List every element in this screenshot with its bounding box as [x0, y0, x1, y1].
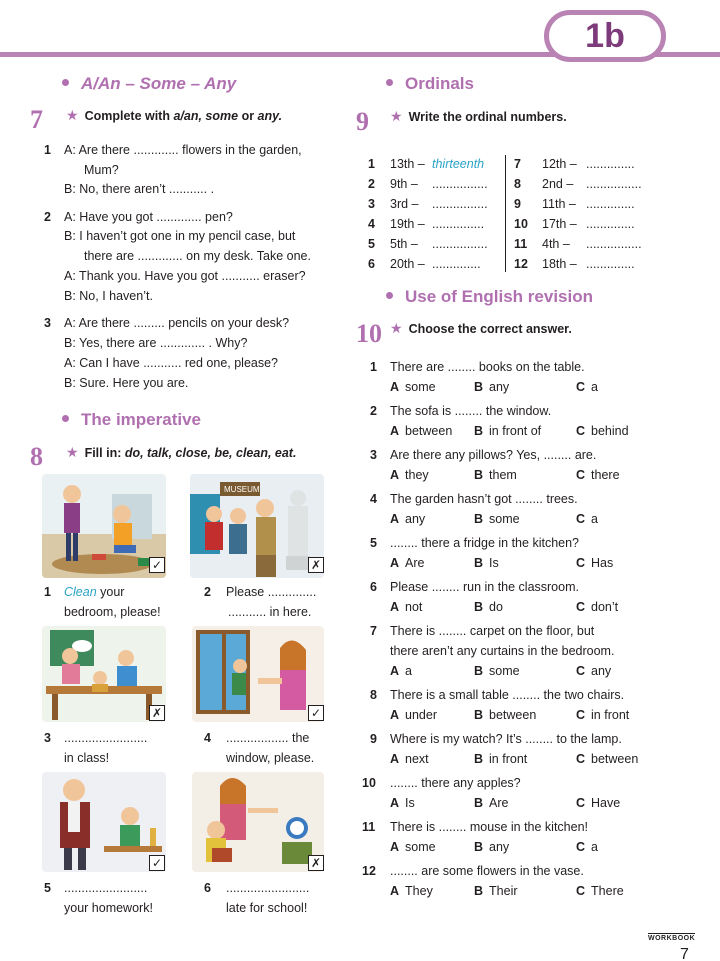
exercise-instruction: ★ Complete with a/an, some or any.: [66, 107, 283, 123]
option-letter: A: [390, 884, 400, 898]
answer-option[interactable]: [576, 840, 598, 856]
ordinal-answer: ................: [586, 177, 642, 191]
option-letter: B: [474, 796, 484, 810]
option-letter: B: [474, 468, 484, 482]
dialogue-line: B: No, I haven’t.: [64, 289, 153, 303]
exercise-number: 8: [30, 442, 43, 471]
ordinal-answer: ................: [586, 237, 642, 251]
ordinal-prompt: 20th –: [390, 257, 425, 271]
tick-mark: ✓: [149, 855, 165, 871]
item-number: 10: [514, 217, 528, 231]
item-number: 5: [368, 237, 375, 251]
answer-option[interactable]: [576, 468, 620, 484]
gap-line: Please ..............: [226, 585, 317, 599]
answer-option[interactable]: [576, 380, 598, 396]
option-letter: A: [390, 512, 400, 526]
answer-option[interactable]: [474, 380, 509, 396]
section-heading-ordinals: [386, 73, 474, 94]
answer-option[interactable]: [474, 796, 508, 812]
dialogue-line: B: Sure. Here you are.: [64, 376, 189, 390]
bullet-icon: [62, 79, 69, 86]
question-text: There are ........ books on the table.: [390, 360, 585, 374]
gap-line: ........................: [64, 731, 148, 745]
option-letter: C: [576, 840, 586, 854]
gap-line: ........... in here.: [228, 605, 312, 619]
section-title: A/An – Some – Any: [81, 74, 237, 93]
option-text: some: [405, 840, 436, 854]
exercise-number: 7: [30, 105, 43, 134]
question-text: There is ........ mouse in the kitchen!: [390, 820, 589, 834]
item-number: 6: [368, 257, 375, 271]
option-letter: A: [390, 796, 400, 810]
gap-line: .................. the: [226, 731, 310, 745]
item-number: 4: [368, 217, 375, 231]
option-text: a: [591, 380, 598, 394]
option-text: don’t: [591, 600, 619, 614]
illustration-classroom: [42, 626, 166, 722]
option-letter: C: [576, 468, 586, 482]
option-text: do: [489, 600, 503, 614]
option-letter: B: [474, 752, 484, 766]
answer-option[interactable]: [390, 468, 429, 484]
item-number: 3: [370, 448, 377, 462]
dialogue-line: A: Are there ............. flowers in the garden,: [64, 143, 302, 157]
illustration-homework: [42, 772, 166, 872]
option-letter: C: [576, 512, 586, 526]
option-letter: B: [474, 424, 484, 438]
option-letter: B: [474, 840, 484, 854]
dialogue-line: there are ............. on my desk. Take one.: [84, 249, 311, 263]
unit-tab: [544, 10, 666, 62]
option-text: some: [489, 664, 520, 678]
tick-mark: ✓: [308, 705, 324, 721]
ordinal-prompt: 18th –: [542, 257, 577, 271]
bullet-icon: [62, 415, 69, 422]
dialogue-line: Mum?: [84, 163, 119, 177]
unit-label: 1b: [585, 17, 625, 55]
section-heading-articles: [62, 73, 236, 94]
option-letter: A: [390, 664, 400, 678]
option-letter: C: [576, 424, 586, 438]
section-title: Ordinals: [405, 74, 474, 93]
gap-line: bedroom, please!: [64, 605, 161, 619]
option-text: Has: [591, 556, 614, 570]
option-text: any: [405, 512, 426, 526]
section-heading-use-of-english: [386, 286, 593, 307]
ordinal-prompt: 11th –: [542, 197, 576, 211]
question-text: Please ........ run in the classroom.: [390, 580, 579, 594]
answer-option[interactable]: [390, 512, 425, 528]
item-number: 8: [514, 177, 521, 191]
answer-option[interactable]: [390, 380, 436, 396]
item-number: 2: [368, 177, 375, 191]
answer-option[interactable]: [576, 556, 613, 572]
star-icon: ★: [390, 320, 403, 336]
gap-line: in class!: [64, 751, 110, 765]
ordinal-answer: thirteenth: [432, 157, 485, 171]
answer-option[interactable]: [474, 512, 520, 528]
footer-label: WORKBOOK: [648, 935, 696, 942]
option-letter: C: [576, 664, 586, 678]
star-icon: ★: [390, 108, 403, 124]
question-text: The sofa is ........ the window.: [390, 404, 552, 418]
answer-option[interactable]: [576, 664, 611, 680]
section-title: The imperative: [81, 410, 201, 429]
ordinal-answer: ..............: [586, 217, 635, 231]
option-text: not: [405, 600, 423, 614]
option-text: a: [591, 512, 598, 526]
option-letter: A: [390, 752, 400, 766]
option-letter: C: [576, 796, 586, 810]
item-number: 7: [370, 624, 377, 638]
option-text: between: [489, 708, 537, 722]
option-text: any: [489, 840, 510, 854]
dialogue-line: A: Have you got ............. pen?: [64, 210, 233, 224]
exercise-number: 9: [356, 107, 369, 136]
option-letter: A: [390, 556, 400, 570]
answer-option[interactable]: [474, 600, 503, 616]
item-number: 8: [370, 688, 377, 702]
option-letter: C: [576, 708, 586, 722]
item-number: 12: [362, 864, 376, 878]
option-letter: C: [576, 752, 586, 766]
option-text: in front: [591, 708, 630, 722]
option-letter: A: [390, 600, 400, 614]
question-text: ........ there any apples?: [390, 776, 521, 790]
option-text: in front of: [489, 424, 542, 438]
option-text: a: [405, 664, 412, 678]
answer-option[interactable]: [576, 752, 638, 768]
item-number: 1: [44, 143, 51, 157]
ordinal-answer: ...............: [432, 217, 485, 231]
ordinal-prompt: 13th –: [390, 157, 425, 171]
ordinal-answer: ..............: [586, 197, 635, 211]
item-number: 1: [368, 157, 375, 171]
option-text: they: [405, 468, 429, 482]
dialogue-line: A: Are there ......... pencils on your desk?: [64, 316, 290, 330]
ordinal-answer: ................: [432, 177, 488, 191]
option-letter: B: [474, 664, 484, 678]
option-text: any: [489, 380, 510, 394]
cross-mark: ✗: [308, 855, 324, 871]
answer-option[interactable]: [390, 796, 415, 812]
item-number: 10: [362, 776, 376, 790]
item-number: 4: [370, 492, 377, 506]
answer-option[interactable]: [576, 424, 629, 440]
item-number: 7: [514, 157, 521, 171]
answer-option[interactable]: [390, 752, 429, 768]
answer-option[interactable]: [390, 708, 437, 724]
item-number: 3: [44, 731, 51, 745]
option-letter: C: [576, 380, 586, 394]
option-letter: A: [390, 840, 400, 854]
option-letter: B: [474, 380, 484, 394]
question-text: The garden hasn’t got ........ trees.: [390, 492, 578, 506]
gap-line: Clean your: [64, 585, 125, 599]
ordinal-prompt: 4th –: [542, 237, 570, 251]
option-letter: A: [390, 424, 400, 438]
item-number: 9: [370, 732, 377, 746]
gap-line: ........................: [64, 881, 148, 895]
star-icon: ★: [66, 107, 79, 123]
ordinal-prompt: 19th –: [390, 217, 425, 231]
answer-option[interactable]: [390, 556, 424, 572]
ordinal-prompt: 12th –: [542, 157, 577, 171]
option-letter: C: [576, 600, 586, 614]
answer-option[interactable]: [576, 796, 620, 812]
option-letter: B: [474, 512, 484, 526]
answer-option[interactable]: [390, 664, 412, 680]
exercise-number: 10: [356, 319, 382, 348]
ordinal-answer: ..............: [586, 257, 635, 271]
item-number: 6: [370, 580, 377, 594]
option-text: in front: [489, 752, 528, 766]
gap-line: window, please.: [226, 751, 315, 765]
ordinal-prompt: 5th –: [390, 237, 418, 251]
tick-mark: ✓: [149, 557, 165, 573]
option-text: Their: [489, 884, 518, 898]
cross-mark: ✗: [308, 557, 324, 573]
illustration-messy-bedroom: [42, 474, 166, 578]
item-number: 12: [514, 257, 528, 271]
option-text: some: [489, 512, 520, 526]
item-number: 5: [44, 881, 51, 895]
section-title: Use of English revision: [405, 287, 593, 306]
answer-option[interactable]: [474, 664, 520, 680]
section-heading-imperative: [62, 409, 201, 430]
question-text: ........ are some flowers in the vase.: [390, 864, 584, 878]
exercise-instruction: ★ Choose the correct answer.: [390, 320, 572, 336]
answer-option[interactable]: [474, 752, 527, 768]
exercise-instruction: ★ Write the ordinal numbers.: [390, 108, 567, 124]
option-letter: B: [474, 556, 484, 570]
question-text: Where is my watch? It’s ........ to the lamp.: [390, 732, 622, 746]
option-text: them: [489, 468, 517, 482]
illustration-late-for-school: [192, 772, 324, 872]
option-letter: A: [390, 468, 400, 482]
museum-sign-text: MUSEUM: [224, 485, 260, 494]
option-text: There: [591, 884, 624, 898]
answer-option[interactable]: [390, 424, 452, 440]
question-text: Are there any pillows? Yes, ........ are.: [390, 448, 597, 462]
question-text: There is a small table ........ the two chairs.: [390, 688, 625, 702]
illustration-museum: [190, 474, 324, 578]
gap-line: late for school!: [226, 901, 308, 915]
option-text: any: [591, 664, 612, 678]
question-text: there aren’t any curtains in the bedroom.: [390, 644, 615, 658]
option-text: between: [405, 424, 453, 438]
ordinal-answer: ..............: [432, 257, 481, 271]
option-text: Is: [405, 796, 415, 810]
ordinal-answer: ................: [432, 197, 488, 211]
answer-option[interactable]: [390, 600, 422, 616]
answer-option[interactable]: [474, 556, 499, 572]
gap-line: your homework!: [64, 901, 153, 915]
option-letter: C: [576, 884, 586, 898]
answer-option[interactable]: [576, 884, 624, 900]
answer-option[interactable]: [576, 600, 618, 616]
answer-option[interactable]: [576, 512, 598, 528]
dialogue-line: B: Yes, there are ............. . Why?: [64, 336, 248, 350]
option-text: between: [591, 752, 639, 766]
option-text: a: [591, 840, 598, 854]
item-number: 5: [370, 536, 377, 550]
item-number: 2: [204, 585, 211, 599]
option-text: behind: [591, 424, 629, 438]
option-text: Is: [489, 556, 499, 570]
option-text: Are: [489, 796, 509, 810]
item-number: 3: [44, 316, 51, 330]
option-letter: B: [474, 600, 484, 614]
option-text: some: [405, 380, 436, 394]
item-number: 11: [514, 237, 528, 251]
option-letter: A: [390, 380, 400, 394]
option-text: next: [405, 752, 429, 766]
option-text: under: [405, 708, 438, 722]
dialogue-line: A: Thank you. Have you got ........... eraser?: [64, 269, 306, 283]
item-number: 11: [362, 820, 376, 834]
answer-option[interactable]: [390, 840, 436, 856]
option-text: there: [591, 468, 620, 482]
exercise-instruction: ★ Fill in: do, talk, close, be, clean, eat.: [66, 444, 297, 460]
item-number: 9: [514, 197, 521, 211]
dialogue-line: A: Can I have ........... red one, please?: [64, 356, 279, 370]
item-number: 6: [204, 881, 211, 895]
item-number: 4: [204, 731, 211, 745]
item-number: 2: [44, 210, 51, 224]
column-divider: [505, 155, 506, 272]
ordinal-answer: ................: [432, 237, 488, 251]
item-number: 1: [44, 585, 51, 599]
answer-option[interactable]: [390, 884, 433, 900]
option-text: Have: [591, 796, 621, 810]
dialogue-line: B: No, there aren’t ........... .: [64, 182, 215, 196]
ordinal-prompt: 2nd –: [542, 177, 574, 191]
question-text: ........ there a fridge in the kitchen?: [390, 536, 579, 550]
ordinal-answer: ..............: [586, 157, 635, 171]
illustration-open-window: [192, 626, 324, 722]
item-number: 2: [370, 404, 377, 418]
answer-option[interactable]: [576, 708, 629, 724]
ordinal-prompt: 9th –: [390, 177, 418, 191]
star-icon: ★: [66, 444, 79, 460]
ordinal-prompt: 17th –: [542, 217, 577, 231]
option-text: Are: [405, 556, 425, 570]
option-text: They: [405, 884, 433, 898]
ordinal-prompt: 3rd –: [390, 197, 419, 211]
option-letter: B: [474, 884, 484, 898]
bullet-icon: [386, 79, 393, 86]
answer-option[interactable]: [474, 424, 541, 440]
cross-mark: ✗: [149, 705, 165, 721]
option-letter: A: [390, 708, 400, 722]
item-number: 3: [368, 197, 375, 211]
dialogue-line: B: I haven’t got one in my pencil case, but: [64, 229, 296, 243]
bullet-icon: [386, 292, 393, 299]
item-number: 1: [370, 360, 377, 374]
answer-option[interactable]: [474, 468, 517, 484]
answer-option[interactable]: [474, 840, 509, 856]
answer-option[interactable]: [474, 884, 518, 900]
question-text: There is ........ carpet on the floor, but: [390, 624, 595, 638]
option-letter: B: [474, 708, 484, 722]
option-letter: C: [576, 556, 586, 570]
gap-line: ........................: [226, 881, 310, 895]
page-number: 7: [680, 946, 689, 961]
answer-option[interactable]: [474, 708, 536, 724]
